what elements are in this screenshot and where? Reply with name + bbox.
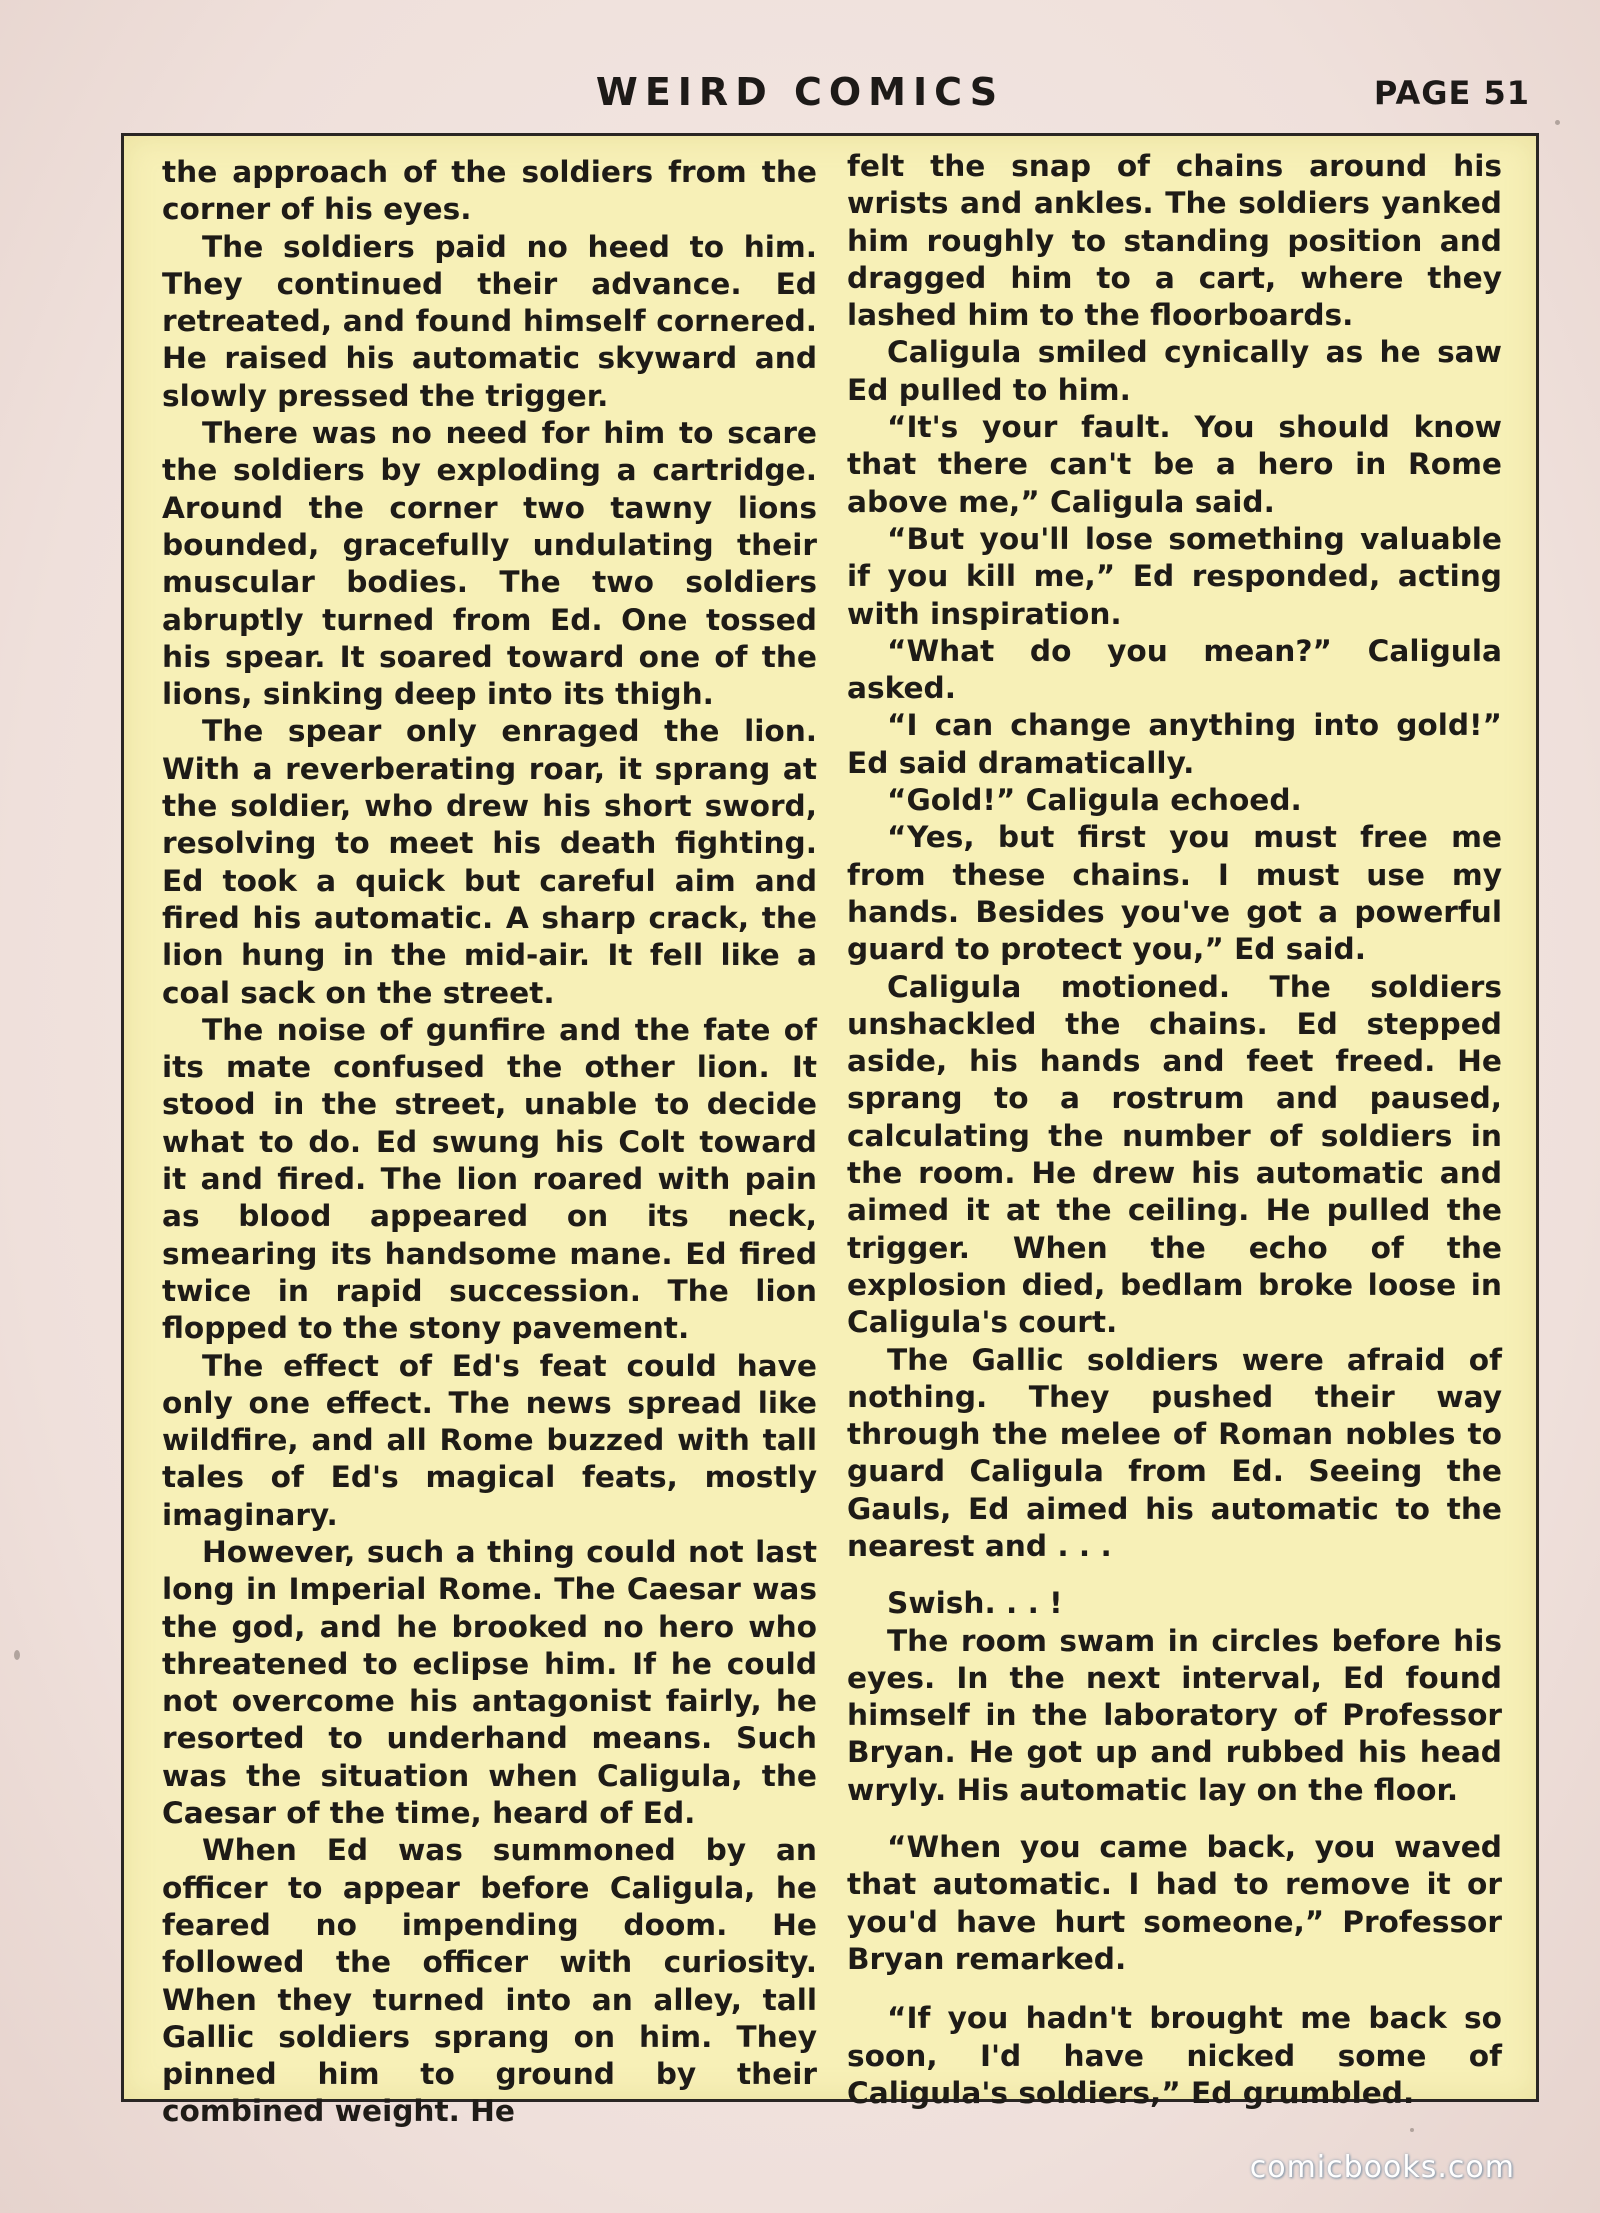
paragraph: There was no need for him to scare the soldiers by exploding a cartridge. Around the corner two tawny lions bounded, gracefully undulating their muscular bodies. The two soldiers abruptly turned from Ed. One tossed his spear. It soared toward one of the lions, sinking deep into its thigh. xyxy=(162,416,817,712)
paper-speck xyxy=(1555,120,1560,125)
paragraph: “If you hadn't brought me back so soon, I'd have nicked some of Caligula's soldiers,” Ed grumbled. xyxy=(847,2001,1502,2110)
paragraph: “I can change anything into gold!” Ed said dramatically. xyxy=(847,708,1502,780)
paragraph: Caligula smiled cynically as he saw Ed pulled to him. xyxy=(847,335,1502,407)
paragraph: “It's your fault. You should know that there can't be a hero in Rome above me,” Caligula said. xyxy=(847,410,1502,519)
story-text-box xyxy=(121,133,1539,2129)
paragraph: The Gallic soldiers were afraid of nothing. They pushed their way through the melee of Roman nobles to guard Caligula from Ed. Seeing the Gauls, Ed aimed his automatic to the nearest and . . . xyxy=(847,1342,1502,1563)
paragraph: “Gold!” Caligula echoed. xyxy=(887,783,1302,818)
paragraph: The spear only enraged the lion. With a reverberating roar, it sprang at the soldier, who drew his short sword, resolving to meet his death fighting. Ed took a quick but careful aim and fired his automatic. A sharp crack, the lion hung in the mid-air. It fell like a coal sack on the street. xyxy=(162,714,817,1010)
paragraph: felt the snap of chains around his wrists and ankles. The soldiers yanked him roughly to standing position and dragged him to a cart, where they lashed him to the floorboards. xyxy=(847,149,1502,333)
paper-speck xyxy=(1410,2128,1414,2132)
right-column xyxy=(847,148,1502,2110)
paragraph: Caligula motioned. The soldiers unshackled the chains. Ed stepped aside, his hands and feet freed. He sprang to a rostrum and paused, calculating the number of soldiers in the room. He drew his automatic and aimed it at the ceiling. He pulled the trigger. When the echo of the explosion died, bedlam broke loose in Caligula's court. xyxy=(847,969,1502,1340)
watermark: comicbooks.com xyxy=(1249,2150,1515,2185)
paragraph: “But you'll lose something valuable if you kill me,” Ed responded, acting with inspiration. xyxy=(847,521,1502,631)
paragraph: The room swam in circles before his eyes. In the next interval, Ed found himself in the laboratory of Professor Bryan. He got up and rubbed his head wryly. His automatic lay on the floor. xyxy=(847,1623,1502,1807)
page-number: PAGE 51 xyxy=(1373,74,1530,112)
left-column xyxy=(162,154,817,2129)
paragraph: When Ed was summoned by an officer to appear before Caligula, he feared no impending doom. He followed the officer with curiosity. When they turned into an alley, tall Gallic soldiers sprang on him. They pinned him to ground by their combined weight. He xyxy=(162,1833,817,2129)
magazine-title: WEIRD COMICS xyxy=(595,70,1005,114)
paragraph: the approach of the soldiers from the corner of his eyes. xyxy=(162,155,817,227)
paragraph: “What do you mean?” Caligula asked. xyxy=(847,633,1502,706)
paragraph: The soldiers paid no heed to him. They continued their advance. Ed retreated, and found himself cornered. He raised his automatic skyward and slowly pressed the trigger. xyxy=(162,229,817,413)
paragraph: The noise of gunfire and the fate of its mate confused the other lion. It stood in the street, unable to decide what to do. Ed swung his Colt toward it and fired. The lion roared with pain as blood appeared on its neck, smearing its handsome mane. Ed fired twice in rapid succession. The lion flopped to the stony pavement. xyxy=(162,1012,817,1346)
paragraph: “When you came back, you waved that automatic. I had to remove it or you'd have hurt someone,” Professor Bryan remarked. xyxy=(847,1830,1502,1976)
sound-effect: Swish. . . ! xyxy=(887,1586,1063,1621)
paper-speck xyxy=(14,1650,20,1660)
paragraph: The effect of Ed's feat could have only one effect. The news spread like wildfire, and all Rome buzzed with tall tales of Ed's magical feats, mostly imaginary. xyxy=(162,1348,817,1532)
paragraph: “Yes, but first you must free me from these chains. I must use my hands. Besides you've got a powerful guard to protect you,” Ed said. xyxy=(847,820,1502,967)
paragraph: However, such a thing could not last long in Imperial Rome. The Caesar was the god, and he brooked no hero who threatened to eclipse him. If he could not overcome his antagonist fairly, he resorted to underhand means. Such was the situation when Caligula, the Caesar of the time, heard of Ed. xyxy=(162,1534,817,1831)
